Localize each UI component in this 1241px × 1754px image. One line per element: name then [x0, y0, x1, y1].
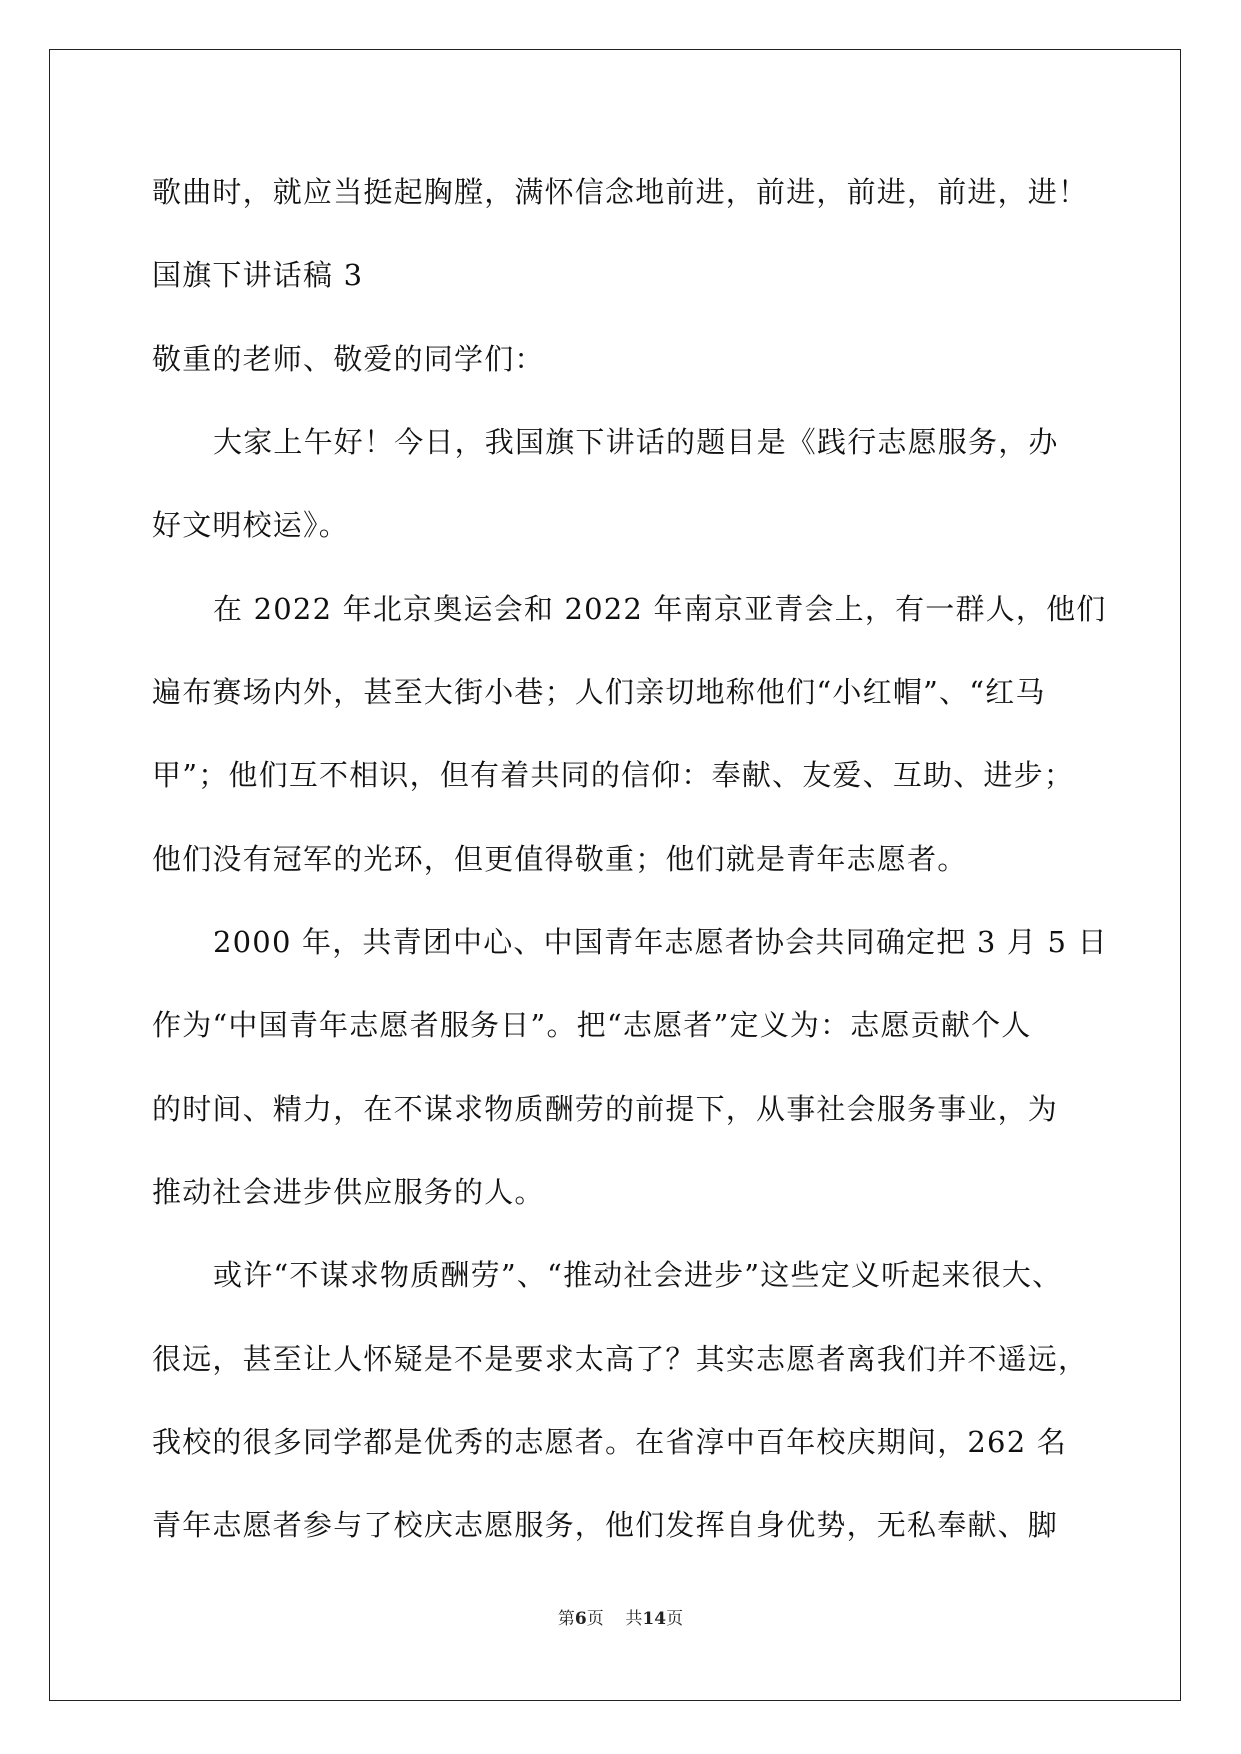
salutation: 敬重的老师、敬爱的同学们：	[152, 342, 545, 376]
text-line: 2000 年，共青团中心、中国青年志愿者协会共同确定把 3 月 5 日	[213, 925, 1108, 959]
text-line: 或许“不谋求物质酬劳”、“推动社会进步”这些定义听起来很大、	[213, 1258, 1063, 1292]
total-suffix: 页	[666, 1609, 684, 1629]
text-line: 他们没有冠军的光环，但更值得敬重；他们就是青年志愿者。	[152, 842, 968, 876]
text-line: 歌曲时，就应当挺起胸膛，满怀信念地前进，前进，前进，前进，进！	[152, 175, 1089, 209]
text-line: 青年志愿者参与了校庆志愿服务，他们发挥自身优势，无私奉献、脚	[152, 1508, 1059, 1542]
text-line: 我校的很多同学都是优秀的志愿者。在省淳中百年校庆期间，262 名	[152, 1425, 1067, 1459]
text-line: 的时间、精力，在不谋求物质酬劳的前提下，从事社会服务事业，为	[152, 1092, 1059, 1126]
text-line: 作为“中国青年志愿者服务日”。把“志愿者”定义为：志愿贡献个人	[152, 1008, 1032, 1042]
text-line: 遍布赛场内外，甚至大街小巷；人们亲切地称他们“小红帽”、“红马	[152, 675, 1046, 709]
page-prefix: 第	[557, 1609, 575, 1629]
page-current: 6	[574, 1609, 587, 1629]
section-heading: 国旗下讲话稿 3	[152, 258, 364, 292]
page-footer	[0, 1608, 1241, 1630]
text-line: 在 2022 年北京奥运会和 2022 年南京亚青会上，有一群人，他们	[213, 592, 1107, 626]
text-line: 大家上午好！今日，我国旗下讲话的题目是《践行志愿服务，办	[213, 425, 1059, 459]
page-total: 14	[642, 1609, 667, 1629]
total-prefix: 共	[625, 1609, 643, 1629]
text-line: 很远，甚至让人怀疑是不是要求太高了？其实志愿者离我们并不遥远，	[152, 1342, 1089, 1376]
text-line: 好文明校运》。	[152, 508, 349, 542]
text-line: 推动社会进步供应服务的人。	[152, 1175, 545, 1209]
page-suffix: 页	[586, 1609, 604, 1629]
text-line: 甲”；他们互不相识，但有着共同的信仰：奉献、友爱、互助、进步；	[152, 758, 1075, 792]
